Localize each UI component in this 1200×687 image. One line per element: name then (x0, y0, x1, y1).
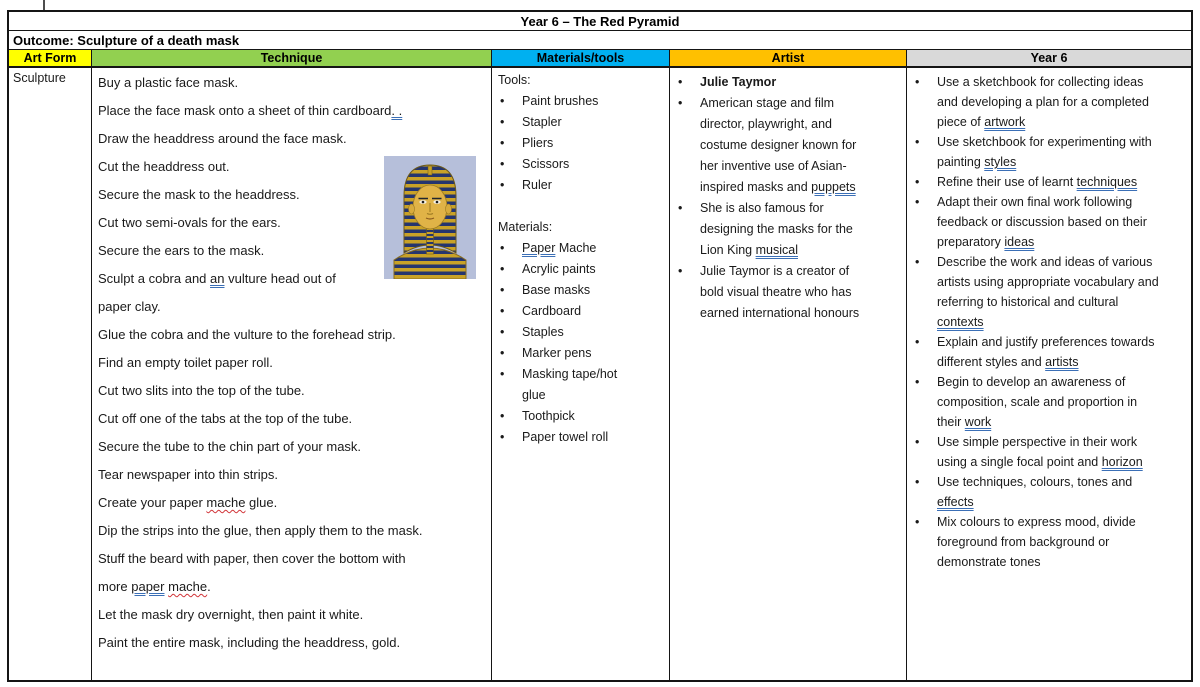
outcome-row (9, 31, 1191, 50)
column-header-row (9, 50, 1191, 68)
year6-point: • Describe the work and ideas of various artists using appropriate vocabulary and referring to historical and cultural contexts (913, 252, 1191, 332)
material-item: • Staples (498, 322, 669, 343)
technique-step: Place the face mask onto a sheet of thin cardboard. . (98, 103, 403, 118)
tool-item: • Scissors (498, 154, 669, 175)
table-content-row (9, 68, 1191, 680)
cursor-mark (43, 0, 45, 10)
tools-list (498, 91, 669, 196)
material-item: • Toothpick (498, 406, 669, 427)
technique-step: Cut off one of the tabs at the top of the tube. (98, 411, 353, 426)
year6-points-list (913, 72, 1191, 572)
technique-cell (92, 68, 492, 680)
material-item: • Base masks (498, 280, 669, 301)
material-item: • Paper towel roll (498, 427, 669, 448)
tool-item: • Paint brushes (498, 91, 669, 112)
year6-point: • Explain and justify preferences towards different styles and artists (913, 332, 1191, 372)
tutankhamun-mask-image (384, 156, 476, 279)
material-item: • Acrylic paints (498, 259, 669, 280)
technique-step: Buy a plastic face mask. (98, 75, 239, 90)
technique-step: Secure the ears to the mask. (98, 243, 265, 258)
technique-step: Create your paper mache glue. (98, 495, 278, 510)
technique-step: Stuff the beard with paper, then cover the bottom with (98, 551, 406, 566)
technique-step: Find an empty toilet paper roll. (98, 355, 273, 370)
technique-step: Secure the mask to the headdress. (98, 187, 300, 202)
art-form-cell (9, 68, 92, 680)
material-item: • Marker pens (498, 343, 669, 364)
artist-point: • American stage and film director, playwright, and costume designer known for her inventive use of Asian-inspired masks and puppets (676, 93, 906, 198)
technique-step: paper clay. (98, 299, 161, 314)
year6-point: • Mix colours to express mood, divide foreground from background or demonstrate tones (913, 512, 1191, 572)
material-item: • Cardboard (498, 301, 669, 322)
material-item: • Masking tape/hot glue (498, 364, 669, 406)
year6-point: • Refine their use of learnt techniques (913, 172, 1191, 192)
materials-list (498, 238, 669, 448)
tool-item: • Stapler (498, 112, 669, 133)
table-title: Year 6 – The Red Pyramid (520, 13, 680, 29)
year6-point: • Adapt their own final work following feedback or discussion based on their preparatory ideas (913, 192, 1191, 252)
year6-point: • Use techniques, colours, tones and effects (913, 472, 1191, 512)
year6-cell (907, 68, 1191, 680)
tools-label: Tools: (498, 73, 531, 87)
artist-cell (670, 68, 907, 680)
artist-points-list (676, 72, 906, 324)
tool-item: • Ruler (498, 175, 669, 196)
technique-step: Dip the strips into the glue, then apply them to the mask. (98, 523, 423, 538)
planning-table (7, 10, 1193, 682)
material-item: • Paper Mache (498, 238, 669, 259)
artist-point: • She is also famous for designing the masks for the Lion King musical (676, 198, 906, 261)
technique-step: Secure the tube to the chin part of your mask. (98, 439, 362, 454)
column-header-technique: Technique (92, 50, 492, 66)
technique-step: Cut two slits into the top of the tube. (98, 383, 305, 398)
artist-point: • Julie Taymor (676, 72, 906, 93)
year6-point: • Use a sketchbook for collecting ideas and developing a plan for a completed piece of artwork (913, 72, 1191, 132)
column-header-year6: Year 6 (907, 50, 1191, 66)
technique-step: Draw the headdress around the face mask. (98, 131, 347, 146)
technique-step: more paper mache. (98, 579, 211, 594)
technique-step: Glue the cobra and the vulture to the forehead strip. (98, 327, 396, 342)
materials-tools-cell (492, 68, 670, 680)
column-header-art-form: Art Form (9, 50, 92, 66)
artist-point: • Julie Taymor is a creator of bold visual theatre who has earned international honours (676, 261, 906, 324)
technique-step: Tear newspaper into thin strips. (98, 467, 278, 482)
year6-point: • Begin to develop an awareness of composition, scale and proportion in their work (913, 372, 1191, 432)
technique-step: Let the mask dry overnight, then paint it white. (98, 607, 364, 622)
spacer (498, 196, 669, 217)
year6-point: • Use simple perspective in their work using a single focal point and horizon (913, 432, 1191, 472)
tool-item: • Pliers (498, 133, 669, 154)
column-header-artist: Artist (670, 50, 907, 66)
technique-step: Paint the entire mask, including the headdress, gold. (98, 635, 401, 650)
table-title-row (9, 12, 1191, 31)
technique-step: Cut the headdress out. (98, 159, 230, 174)
outcome-text: Outcome: Sculpture of a death mask (13, 32, 240, 48)
materials-label: Materials: (498, 220, 553, 234)
technique-step: Cut two semi-ovals for the ears. (98, 215, 281, 230)
column-header-materials-tools: Materials/tools (492, 50, 670, 66)
art-form-value: Sculpture (13, 71, 66, 85)
year6-point: • Use sketchbook for experimenting with painting styles (913, 132, 1191, 172)
technique-step: Sculpt a cobra and an vulture head out of (98, 271, 336, 286)
